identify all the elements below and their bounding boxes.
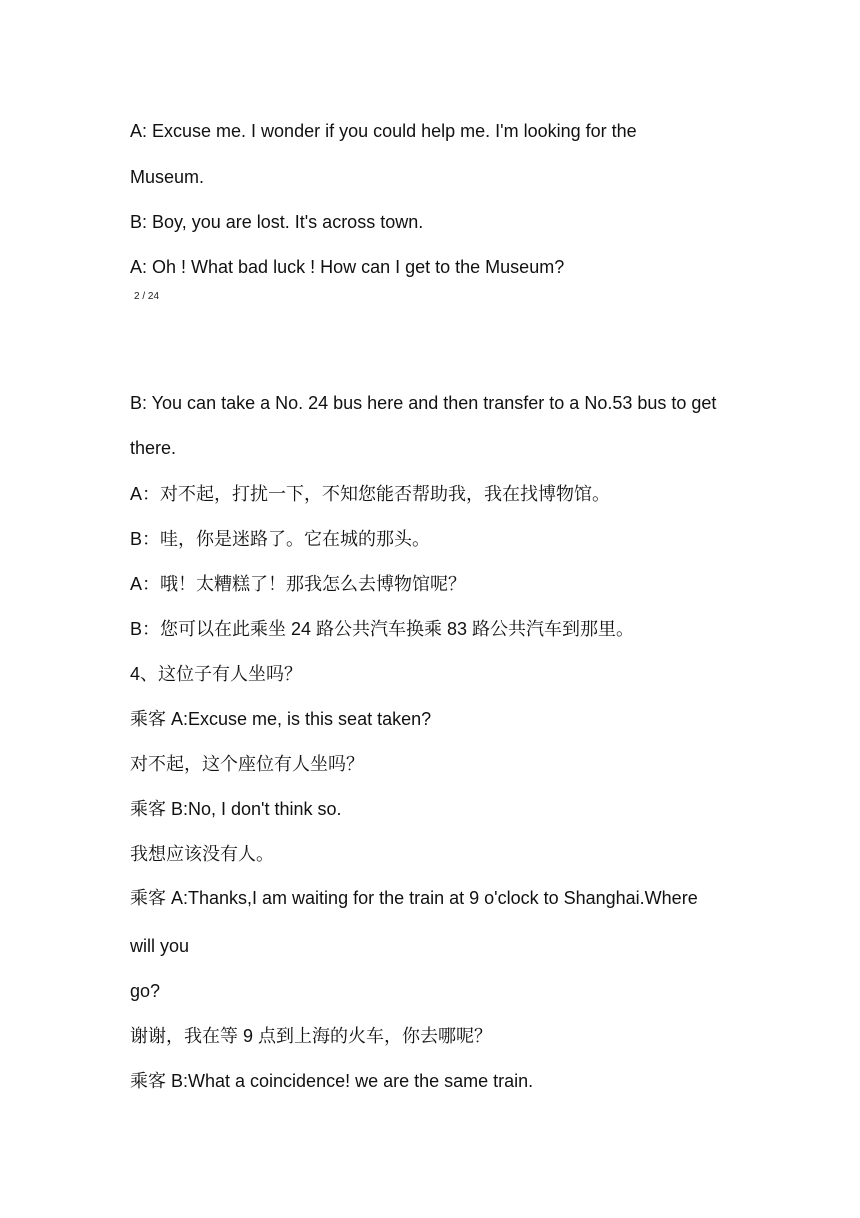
dialogue-line: B：您可以在此乘坐 24 路公共汽车换乘 83 路公共汽车到那里。	[130, 619, 635, 639]
dialogue-line: A: Excuse me. I wonder if you could help me. I'm looking for the	[130, 121, 637, 141]
section-heading: 4、这位子有人坐吗？	[130, 664, 303, 684]
dialogue-line: A：哦！太糟糕了！那我怎么去博物馆呢？	[130, 574, 467, 594]
dialogue-line: 对不起，这个座位有人坐吗？	[130, 754, 364, 774]
dialogue-line: A：对不起，打扰一下，不知您能否帮助我，我在找博物馆。	[130, 484, 611, 504]
dialogue-line: will you	[130, 936, 190, 956]
dialogue-line: B：哇，你是迷路了。它在城的那头。	[130, 529, 431, 549]
dialogue-line: 乘客 A:Thanks,I am waiting for the train at 9 o'clock to Shanghai.Where	[130, 888, 698, 908]
page-number: 2 / 24	[134, 291, 160, 302]
dialogue-line: A: Oh ! What bad luck ! How can I get to the Museum?	[130, 257, 565, 277]
dialogue-line: B: Boy, you are lost. It's across town.	[130, 212, 424, 232]
dialogue-line: 谢谢，我在等 9 点到上海的火车，你去哪呢？	[130, 1026, 493, 1046]
dialogue-line: there.	[130, 438, 177, 458]
dialogue-line: B: You can take a No. 24 bus here and then transfer to a No.53 bus to get	[130, 393, 717, 413]
dialogue-line: 我想应该没有人。	[130, 844, 274, 864]
dialogue-line: 乘客 B:No, I don't think so.	[130, 799, 342, 819]
dialogue-line: go?	[130, 981, 161, 1001]
dialogue-line: Museum.	[130, 167, 205, 187]
dialogue-line: 乘客 A:Excuse me, is this seat taken?	[130, 709, 432, 729]
dialogue-line: 乘客 B:What a coincidence! we are the same train.	[130, 1071, 534, 1091]
